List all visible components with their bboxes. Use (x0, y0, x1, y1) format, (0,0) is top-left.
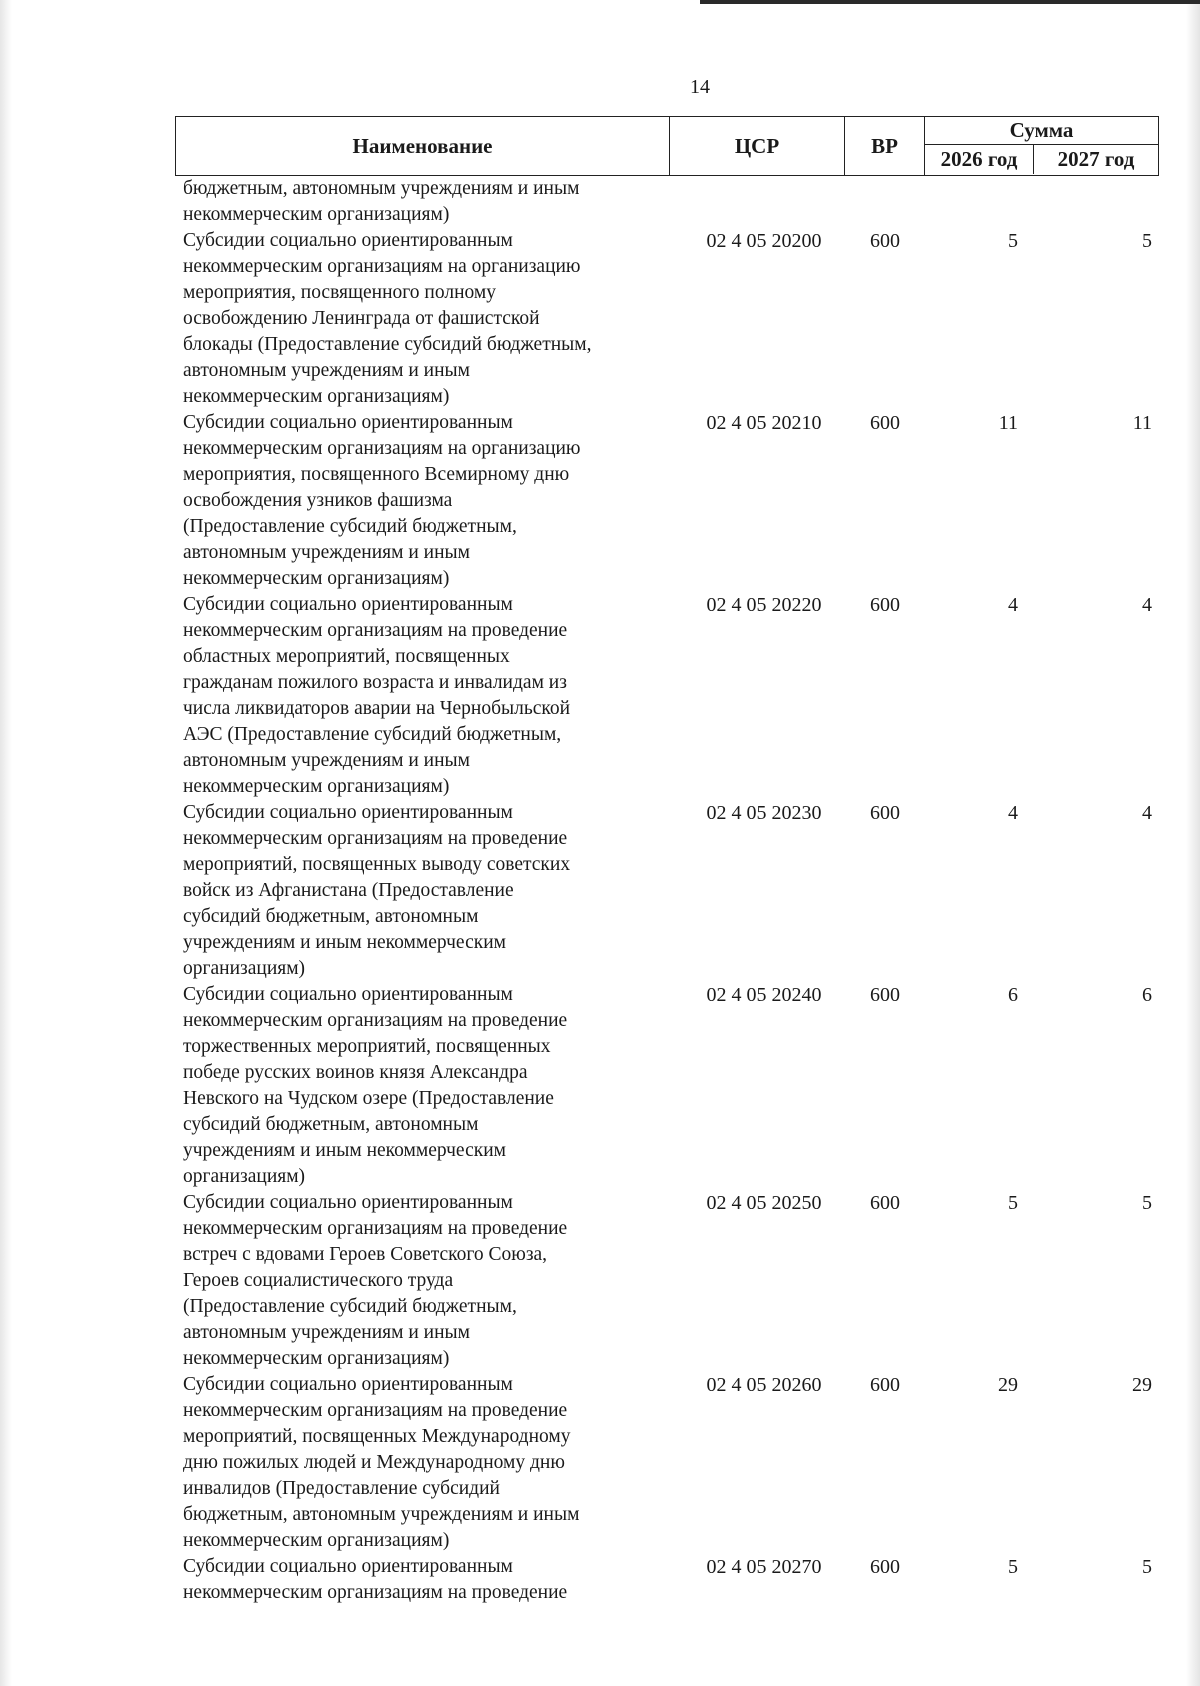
row-sum-2027: 4 (1142, 594, 1152, 616)
row-sum-2026: 5 (1008, 230, 1018, 252)
row-code: 02 4 05 20240 (706, 984, 822, 1006)
row-name: Субсидии социально ориентированным некоммерческим организациям на проведение торжественных мероприятий, посвященных победе русских воинов князя Александра Невского на Чудском озере (Предоставление субсидий бюджетным, автономным учреждениям и иным некоммерческим организациям) (183, 984, 568, 1187)
scan-edge-left (0, 0, 12, 1686)
header-vr: ВР (845, 117, 925, 175)
table-body (175, 176, 1159, 1606)
row-sum-2027: 6 (1142, 984, 1152, 1006)
row-sum-2026: 5 (1008, 1556, 1018, 1578)
row-sum-2026: 6 (1008, 984, 1018, 1006)
row-code: 02 4 05 20270 (706, 1556, 822, 1578)
row-sum-2027: 4 (1142, 802, 1152, 824)
row-sum-2026: 4 (1008, 594, 1018, 616)
table-row (175, 410, 1159, 592)
row-sum-2027: 5 (1142, 1556, 1152, 1578)
row-vr: 600 (870, 1192, 900, 1214)
row-vr: 600 (870, 984, 900, 1006)
row-code: 02 4 05 20260 (706, 1374, 822, 1396)
table-row (175, 800, 1159, 982)
header-name: Наименование (176, 117, 670, 175)
header-sum: Сумма (925, 117, 1158, 145)
row-vr: 600 (870, 594, 900, 616)
row-sum-2027: 5 (1142, 230, 1152, 252)
row-vr: 600 (870, 230, 900, 252)
table-header (175, 116, 1159, 176)
row-vr: 600 (870, 412, 900, 434)
table-row (175, 1554, 1159, 1606)
row-code: 02 4 05 20230 (706, 802, 822, 824)
row-name: Субсидии социально ориентированным некоммерческим организациям на проведение мероприятий, посвященных Международному дню пожилых людей и Международному дню инвалидов (Предоставление субсидий бюджетным, автономным учреждениям и иным некоммерческим организациям) (183, 1374, 580, 1551)
row-name: Субсидии социально ориентированным некоммерческим организациям на проведение областных мероприятий, посвященных гражданам пожилого возраста и инвалидам из числа ликвидаторов аварии на Чернобыльской АЭС (Предоставление субсидий бюджетным, автономным учреждениям и иным некоммерческим организациям) (183, 594, 571, 797)
row-name: Субсидии социально ориентированным некоммерческим организациям на проведение мероприятий, посвященных выводу советских войск из Афганистана (Предоставление субсидий бюджетным, автономным учреждениям и иным некоммерческим организациям) (183, 802, 571, 979)
row-sum-2026: 4 (1008, 802, 1018, 824)
row-name: Субсидии социально ориентированным некоммерческим организациям на проведение (183, 1556, 568, 1603)
row-vr: 600 (870, 802, 900, 824)
scan-edge-right (1186, 0, 1200, 1686)
row-code: 02 4 05 20250 (706, 1192, 822, 1214)
table-row (175, 228, 1159, 410)
budget-table (175, 116, 1159, 1606)
row-name: Субсидии социально ориентированным некоммерческим организациям на проведение встреч с вдовами Героев Советского Союза, Героев социалистического труда (Предоставление субсидий бюджетным, автономным учреждениям и иным некоммерческим организациям) (183, 1192, 568, 1369)
row-code: 02 4 05 20220 (706, 594, 822, 616)
header-year-2027: 2027 год (1057, 147, 1135, 171)
table-row (175, 592, 1159, 800)
row-code: 02 4 05 20210 (706, 412, 822, 434)
table-row (175, 1372, 1159, 1554)
page-number: 14 (690, 76, 710, 98)
scan-top-bar (700, 0, 1200, 4)
continuation-row (175, 176, 1159, 228)
row-sum-2027: 29 (1132, 1374, 1152, 1396)
row-sum-2026: 11 (998, 412, 1018, 434)
header-year-2026: 2026 год (925, 145, 1034, 174)
table-row (175, 1190, 1159, 1372)
row-sum-2027: 5 (1142, 1192, 1152, 1214)
row-code: 02 4 05 20200 (706, 230, 822, 252)
row-sum-2026: 5 (1008, 1192, 1018, 1214)
row-name: Субсидии социально ориентированным некоммерческим организациям на организацию мероприятия, посвященного полному освобождению Ленинграда от фашистской блокады (Предоставление субсидий бюджетным, автономным учреждениям и иным некоммерческим организациям) (183, 230, 592, 407)
row-sum-2027: 11 (1132, 412, 1152, 434)
table-row (175, 982, 1159, 1190)
row-vr: 600 (870, 1374, 900, 1396)
row-name: Субсидии социально ориентированным некоммерческим организациям на организацию мероприятия, посвященного Всемирному дню освобождения узников фашизма (Предоставление субсидий бюджетным, автономным учреждениям и иным некоммерческим организациям) (183, 412, 581, 589)
row-sum-2026: 29 (998, 1374, 1018, 1396)
header-csr: ЦСР (670, 117, 845, 175)
continuation-text: бюджетным, автономным учреждениям и иным некоммерческим организациям) (183, 178, 580, 225)
row-vr: 600 (870, 1556, 900, 1578)
